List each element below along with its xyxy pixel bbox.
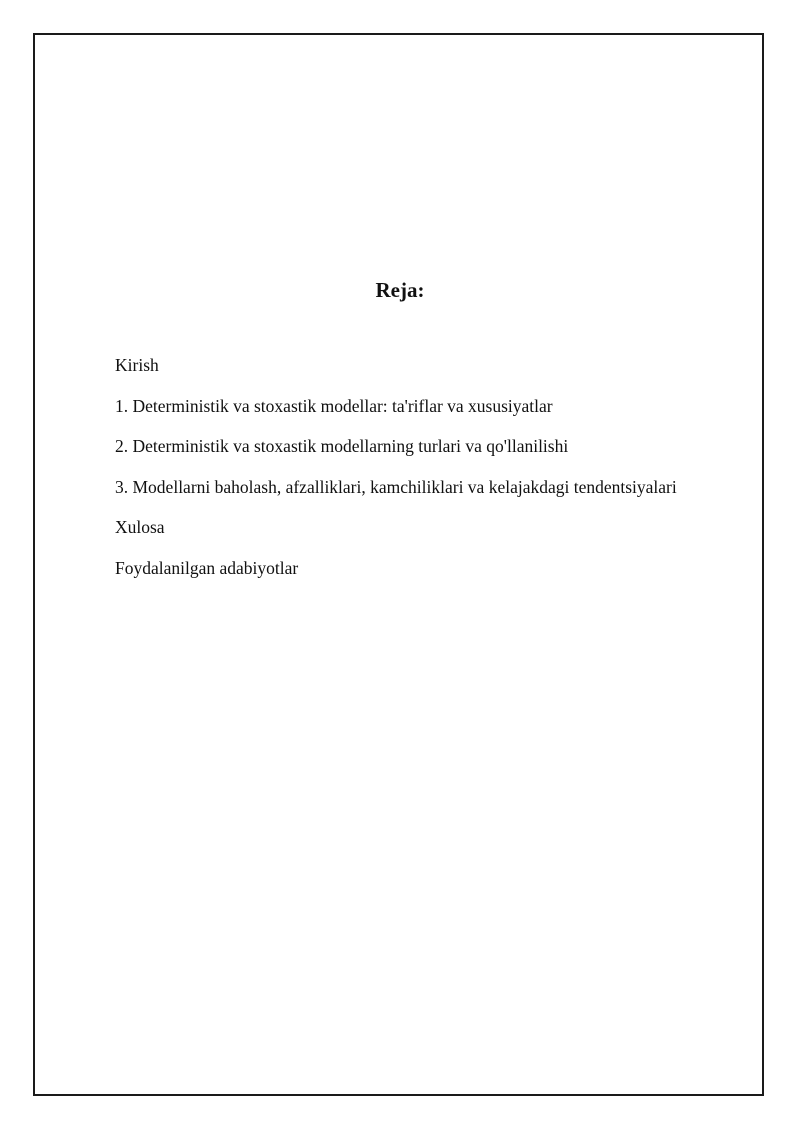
page-title: Reja: <box>375 278 425 302</box>
toc-item-chapter-2: 2. Deterministik va stoxastik modellarning turlari va qo'llanilishi <box>115 436 569 457</box>
toc-item-conclusion: Xulosa <box>115 517 165 538</box>
toc-item-introduction: Kirish <box>115 355 159 375</box>
table-of-contents <box>115 353 677 597</box>
toc-item-references: Foydalanilgan adabiyotlar <box>115 557 299 578</box>
toc-item-chapter-3: 3. Modellarni baholash, afzalliklari, kamchiliklari va kelajakdagi tendentsiyalari <box>115 476 677 497</box>
toc-item-chapter-1: 1. Deterministik va stoxastik modellar: ta'riflar va xususiyatlar <box>115 395 553 416</box>
